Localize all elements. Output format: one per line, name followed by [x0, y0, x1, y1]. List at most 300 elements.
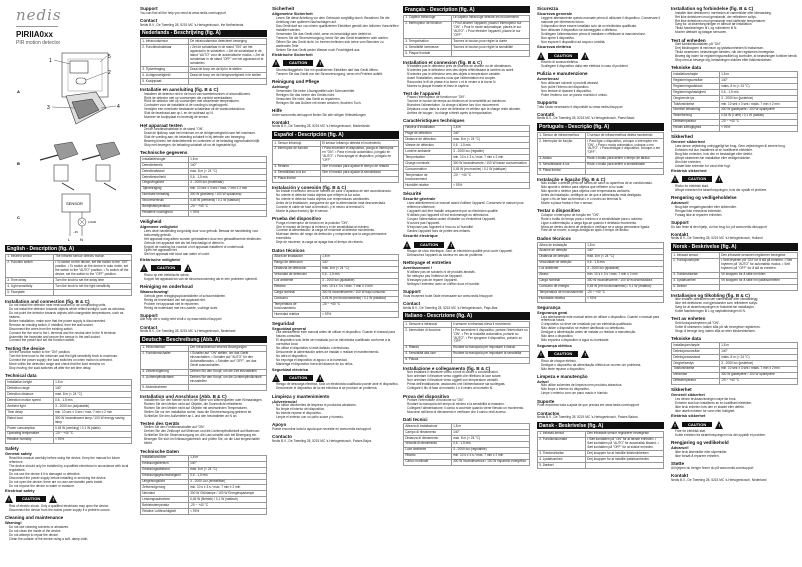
- bullet-list: [272, 222, 399, 246]
- callout-2: 2: [108, 70, 111, 76]
- subsection-heading: Allgemeine Sicherheit: [272, 11, 313, 17]
- list-item: • Open het apparaat niet.: [144, 249, 267, 253]
- bullet-list: [537, 384, 664, 396]
- caution-text: CAUTION: [547, 52, 579, 60]
- bullet-list: [140, 93, 267, 121]
- table-cell-label: Registreringsafstand: [672, 84, 720, 90]
- caution-text: CAUTION: [413, 241, 445, 249]
- table-cell-label: Leistungsaufnahme: [141, 497, 189, 503]
- table-cell-value: [451, 357, 529, 363]
- bullet-list: [272, 69, 399, 77]
- table-row: [141, 351, 267, 369]
- warning-triangle-icon: [537, 52, 545, 60]
- paragraph: You can find all the help you need at www.nedis.com/support: [140, 10, 226, 15]
- list-item: • Placez l'interrupteur de fonction sur "ON".: [407, 96, 530, 100]
- bullet-list: [403, 65, 530, 89]
- section-heading: Sicherheit: [272, 6, 295, 12]
- bullet-list: [5, 457, 132, 489]
- list-item: • Afbryd enheden fra strømforsyningen, hvis der opstår et problem.: [675, 189, 798, 193]
- table-cell-label: Hauteur d'installation: [404, 125, 452, 131]
- section-heading: Support: [140, 312, 158, 318]
- list-item: • Controleer voor de installatie of de voeding is losgekoppeld.: [144, 104, 267, 108]
- caution-label: [140, 264, 267, 272]
- list-item: • Monteer de kozijnplaat en bevestig de sensor.: [144, 116, 267, 120]
- table-cell-value: 300 W incandescente / 100 W bajo consumo: [320, 290, 398, 296]
- warning-triangle-icon: [581, 52, 589, 60]
- section-heading: Contactos: [537, 410, 560, 416]
- list-item: • Rode o botão do tempo para o mínimo e a sensibilidade para o máximo.: [541, 218, 664, 222]
- subsection-heading: Seguridad general: [272, 325, 306, 331]
- list-item: • Lees deze handleiding zorgvuldig door voor gebruik. Bewaar de handleiding voor toekomstig gebruik.: [144, 230, 267, 238]
- section-heading: Sécurité: [403, 191, 422, 197]
- list-item: • Sørg for, at strømforsyningen er afbrudt før installation.: [675, 23, 798, 27]
- list-item: • Não abra o dispositivo.: [541, 335, 664, 339]
- warning-triangle-icon: [671, 175, 679, 183]
- list-item: • Sørg for at strømforsyningen er frakoblet før installasjon.: [675, 306, 798, 310]
- list-item: • Ret ikke detektoren mod genstande med skiftende temperaturer.: [675, 20, 798, 24]
- list-item: • Conecte la alimentación; la carga se enciende al detectar movimiento.: [276, 229, 399, 233]
- table-cell-value: 300 W Glühlampe / 100 W Energiesparlampe: [188, 491, 266, 497]
- list-item: • Udsæt ikke enheden for vand eller fugt.: [675, 165, 798, 169]
- table-cell-label: Charge nominale: [404, 161, 452, 167]
- list-item: • Conecte el cable de fase al terminal L y el neutro al terminal N.: [276, 206, 399, 210]
- table-cell-value: 0,45 W (en funcionamiento) / 0,1 W (estático): [320, 296, 398, 302]
- list-item: • Do not point the detector towards objects with changeable temperatures, such as heaters.: [9, 312, 132, 320]
- list-item: • Læs denne vejledning omhyggeligt før brug. Gem vejledningen til senere brug.: [675, 145, 798, 149]
- table-cell-label: Temporisation: [404, 155, 452, 161]
- warning-triangle-icon: [272, 59, 280, 67]
- list-item: • Brug ikke rengøringsmidler eller slibemidler.: [675, 206, 798, 210]
- caution-label: [671, 421, 798, 429]
- table-cell-value: El sensor infrarrojo detecta el movimiento: [320, 141, 398, 147]
- list-item: • Monter dækslet og fastgør sensoren.: [675, 31, 798, 35]
- list-item: • Setzen Sie das Gerät weder Wasser noch Feuchtigkeit aus.: [276, 49, 399, 53]
- table-cell-value: -20 ~ +40 °C: [53, 431, 131, 437]
- table-row: [273, 146, 399, 164]
- list-item: • Non tentare di riparare il dispositivo.: [541, 90, 664, 94]
- list-item: • Verwijder een eventuele bestaande schakelaar uit de wandcontactdoos.: [144, 108, 267, 112]
- table-cell-value: 3 - 2000 lux (réglable): [451, 149, 529, 155]
- table-cell-value: De infraroodsensor detecteert beweging: [188, 39, 266, 45]
- table-cell-label: Nominale belasting: [141, 192, 189, 198]
- product-figures: [4, 0, 136, 244]
- table-cell-label: Velocità di rilevamento: [404, 441, 452, 447]
- list-item: • The device should only be installed by a qualified electrician in accordance with local regulations.: [9, 465, 132, 473]
- bullet-list: [140, 128, 267, 148]
- subsection-heading: Seguridad eléctrica: [272, 366, 308, 372]
- bullet-list: [537, 182, 664, 206]
- table-cell-label: Relative Luftfeuchtigkeit: [141, 509, 189, 515]
- list-item: • Schließen Sie den Außenleiter an L und den Neutralleiter an N an.: [144, 415, 267, 419]
- table-cell-value: 300 W gloeilamp / 100 W spaarlamp: [188, 192, 266, 198]
- section-heading: Het apparaat testen: [140, 122, 183, 128]
- table-cell-label: Erfassungsabstand: [141, 467, 189, 473]
- paragraph: All hjelpen du trenger finner du på www.nedis.com/support: [671, 465, 754, 470]
- table-cell-value: < 93%: [53, 437, 131, 443]
- list-item: • Ikke utsett enheten for vann eller fuktighet.: [675, 410, 798, 414]
- list-item: • Stromschlaggefahr. Nur ein qualifizierter Elektriker darf das Gerät öffnen.: [276, 69, 399, 73]
- table-cell-value: • Sett bryteren på "ON" for å slå på enheten. • Sett bryteren på "AUTO" for automatisk modus. • Sett bryteren på "OFF" for å slå av enheten.: [719, 258, 797, 272]
- list-item: • Trennen Sie die Stromversorgung, bevor Sie das Gerät installieren oder warten.: [276, 37, 399, 41]
- table-cell-label: Distancia de detección: [273, 266, 321, 272]
- bullet-list: [537, 61, 664, 69]
- list-item: • Não utilize solventes de limpeza nem produtos abrasivos.: [541, 384, 664, 388]
- list-item: • Schließen Sie die Stromversorgung an; die Last schaltet sich bei Bewegung ein.: [144, 434, 267, 438]
- caution-text: CAUTION: [547, 350, 579, 358]
- section-heading: Limpeza e manutenção: [537, 373, 588, 379]
- table-cell-value: [320, 176, 398, 182]
- table-row: [273, 312, 399, 318]
- table-cell-value: 1,8 m: [719, 72, 797, 78]
- bullet-list: [5, 505, 132, 513]
- table-cell-label: 1. Infrarød sensor: [672, 253, 720, 259]
- table-cell-value: Ruotare la manopola per impostare il ritardo: [451, 345, 529, 351]
- section-heading: Instalación y conexión (fig. B & C): [272, 185, 347, 191]
- section-heading: Pulizia e manutenzione: [537, 71, 588, 77]
- table-cell-value: Ruotare la manopola per impostare la sensibilità: [451, 351, 529, 357]
- table-cell-label: 1. Infrarotsensor: [141, 345, 189, 351]
- table-cell-value: [451, 51, 529, 57]
- table-cell-label: 1. Capteur infrarouge: [404, 15, 452, 21]
- table-cell-label: Nennlast: [141, 491, 189, 497]
- bullet-list: [403, 271, 530, 287]
- section-heading: Kontakt: [671, 231, 689, 237]
- section-header-bar: Español - Descripción (fig. A): [272, 131, 399, 138]
- table-cell-value: Drej knappen for at indstille lysfølsomheden: [585, 457, 663, 463]
- load-label: LOAD: [88, 220, 97, 224]
- table-cell-value: 0,6 - 1,5 m/s: [585, 260, 663, 266]
- table-cell-value: 300 W incandescenza / 100 W risparmio energetico: [451, 459, 529, 465]
- table-cell-label: Velocidade de deteção: [538, 260, 586, 266]
- table-cell-label: Relatieve vochtigheid: [141, 210, 189, 216]
- warning-triangle-icon: [49, 495, 57, 503]
- warning-triangle-icon: [316, 374, 324, 382]
- bullet-list: [140, 295, 267, 311]
- table-cell-value: máx. 8 m (< 24 °C): [585, 254, 663, 260]
- paragraph: Nedis B.V., De Tweeling 28, 5215 MC 's-Hertogenbosch, Pays-Bas: [403, 305, 498, 310]
- table-row: [538, 139, 664, 157]
- neutral-terminal-label: N: [80, 237, 83, 242]
- list-item: • Riesgo de descarga eléctrica. Solo un electricista cualificado puede abrir el dispositivo.: [276, 383, 399, 387]
- list-item: • Antes da instalação, certifique-se de que a alimentação está desligada.: [541, 194, 664, 198]
- table-cell-label: 1. Sensor de infravermelhos: [538, 133, 586, 139]
- table-cell-label: 4. Lysfølsomhet: [672, 278, 720, 284]
- caution-text: CAUTION: [282, 59, 314, 67]
- table-cell-value: 3 - 2000 Lux (einstellbar): [188, 479, 266, 485]
- spec-table: [140, 156, 267, 217]
- bullet-list: [403, 96, 530, 116]
- section-heading: Testar o dispositivo: [537, 208, 581, 214]
- figure-a-back-view: [47, 92, 120, 124]
- paragraph: Puede encontrar toda la ayuda que necesite en www.nedis.es/support: [272, 426, 371, 431]
- caution-label: [5, 495, 132, 503]
- list-item: • Koble faseledningen til L og nøytralledningen til N.: [675, 310, 798, 314]
- section-heading: Støtte: [671, 461, 685, 467]
- list-item: • Installer ikke detektoren i nærheden af varmekilder eller klimaanlæg.: [675, 12, 798, 16]
- spec-table: [403, 125, 530, 189]
- bullet-list: [671, 451, 798, 459]
- spec-table: [537, 132, 664, 175]
- table-cell-value: min. 10 sec ± 3 sec / max. 7 min ± 2 min: [53, 410, 131, 416]
- paragraph: Pode encontrar toda a ajuda de que precisa em www.nedis.com/support: [537, 403, 639, 408]
- section-heading: Tekniske data: [671, 65, 702, 71]
- list-item: • Stop moving; the load switches off after the set time delay.: [9, 367, 132, 371]
- section-header-bar: Français - Description (fig. A): [403, 6, 530, 13]
- paragraph: Nedis B.V., De Tweeling 28, 5215 MC 's-Hertogenbosch, Nederland: [140, 329, 236, 334]
- caution-text: CAUTION: [681, 421, 713, 429]
- table-cell-value: Rode o botão para definir a sensibilidade: [585, 162, 663, 168]
- list-item: • Lisez attentivement ce manuel avant d'utiliser l'appareil. Conservez le manuel pour référence ultérieure.: [407, 202, 530, 210]
- table-cell-label: Detection range: [6, 386, 54, 392]
- list-item: • Não limpe o interior do dispositivo.: [541, 388, 664, 392]
- table-cell-value: < 93%: [320, 312, 398, 318]
- list-item: • N'installez pas le détecteur près de sources de chaleur ou de climatiseurs.: [407, 65, 530, 69]
- table-cell-value: • Pour allumer l'appareil, placez l'interrupteur sur "ON". • Pour le mode automatique, placez-le sur "AUTO". • Pour éteindre l'appareil, placez-le sur "OFF".: [451, 21, 529, 39]
- table-cell-value: 1,8 m: [585, 243, 663, 249]
- figure-label-c: C: [17, 215, 20, 220]
- paragraph: Unter www.nedis.de/support finden Sie alle nötigen Hilfestellungen: [272, 112, 366, 117]
- table-cell-label: 4. Lysfølsomhed: [538, 457, 586, 463]
- list-item: • Richten Sie den Melder nicht auf Objekte mit wechselnden Temperaturen.: [144, 407, 267, 411]
- table-cell-label: 5. Faceplate: [6, 290, 54, 296]
- list-item: • Scollegare l'alimentazione prima di installare o effettuare la manutenzione.: [541, 33, 664, 37]
- spec-table: [272, 254, 399, 318]
- paragraph: Nedis B.V., De Tweeling 28, 5215 MC 's-Hertogenbosch, the Netherlands: [140, 22, 244, 27]
- table-row: [6, 290, 132, 296]
- table-cell-value: -20 ~ +40 °C: [719, 119, 797, 125]
- subsection-heading: Waarschuwing!: [140, 289, 169, 295]
- list-item: • Installeer de detector niet in de buurt van warmtebronnen of airconditioners.: [144, 93, 267, 97]
- table-cell-label: 5. Placca: [404, 357, 452, 363]
- table-row: [672, 378, 798, 384]
- table-row: [273, 302, 399, 312]
- section-heading: Contact: [140, 324, 158, 330]
- caution-label: [272, 374, 399, 382]
- list-item: • Stellen Sie vor der Installation sicher, dass die Stromversorgung getrennt ist.: [144, 411, 267, 415]
- table-cell-value: 0,6 - 1,5 m/s: [188, 473, 266, 479]
- section-heading: Tekniske data: [671, 335, 702, 341]
- list-item: • Não instale o detetor perto de fontes de calor ou aparelhos de ar condicionado.: [541, 182, 664, 186]
- list-item: • Desligue o dispositivo da alimentação elétrica se ocorrer um problema.: [541, 364, 664, 368]
- table-cell-label: Velocidad de detección: [273, 272, 321, 278]
- callout-1: 1: [49, 58, 52, 64]
- list-item: • No oriente el detector hacia objetos que reflejen la luz solar.: [276, 194, 399, 198]
- list-item: • No intente reparar el dispositivo.: [276, 412, 399, 416]
- table-cell-value: Der Infrarotsensor erkennt Bewegungen: [188, 345, 266, 351]
- table-cell-label: Ritardo: [404, 453, 452, 459]
- table-cell-value: 3 - 2000 lux (justerbar): [719, 96, 797, 102]
- table-cell-value: min. 10 s ± 3 s / max. 7 min ± 2 min: [451, 453, 529, 459]
- list-item: • Lesen Sie diese Anleitung vor dem Gebrauch sorgfältig durch. Bewahren Sie die Anleitung zum späteren Nachschlagen auf.: [276, 17, 399, 25]
- bullet-list: [140, 274, 267, 282]
- table-row: [141, 45, 267, 67]
- table-cell-value: 1,8 m: [451, 125, 529, 131]
- table-cell-value: min. 10 s ± 3 s / max. 7 min ± 2 min: [188, 485, 266, 491]
- list-item: • No abra el dispositivo.: [276, 355, 399, 359]
- table-cell-label: Deteksjonsområde: [672, 349, 720, 355]
- table-cell-value: • Sæt kontakten på "ON" for at tænde enheden. • Sæt kontakten på "AUTO" for automatisk tilstand. • Sæt kontakten på "OFF" for at slukke enheden.: [585, 437, 663, 451]
- table-cell-value: 0,45 W (werkend) / 0,1 W (statisch): [188, 198, 266, 204]
- list-item: • Clean the outside of the device using a soft, damp cloth.: [9, 538, 132, 542]
- table-cell-value: 0.45 W (working) / 0.1 W (static): [53, 426, 131, 432]
- list-item: • Ruotare la manopola del tempo al minimo e la sensibilità al massimo.: [407, 403, 530, 407]
- bullet-list: [671, 298, 798, 314]
- spec-table: [5, 379, 132, 443]
- table-cell-label: Altura de instalación: [273, 254, 321, 260]
- list-item: • Les denne bruksanvisningen nøye før bruk.: [675, 398, 798, 402]
- table-row: [141, 385, 267, 391]
- list-item: • Disconnect the device from the mains power supply if a problem occurs.: [9, 509, 132, 513]
- table-cell-value: O sensor de infravermelhos deteta movimento: [585, 133, 663, 139]
- list-item: • Koble til strømmen; lasten slås på når bevegelse registreres.: [675, 326, 798, 330]
- list-item: • Branchez l'alimentation ; la charge s'allume lors d'un mouvement.: [407, 104, 530, 108]
- list-item: • Zet de functieschakelaar in de stand "ON".: [144, 128, 267, 132]
- bullet-list: [671, 322, 798, 334]
- list-item: • Ikke rett detektoren mot gjenstander som reflekterer sollys.: [675, 302, 798, 306]
- list-item: • Richt de detector niet op voorwerpen met wisselende temperaturen.: [144, 100, 267, 104]
- model-number: PIRIIA0xx: [16, 30, 53, 39]
- list-item: • Do not attempt to repair the device.: [9, 534, 132, 538]
- bullet-list: [403, 371, 530, 391]
- table-row: [672, 284, 798, 290]
- list-item: • Tilslut faseledningen til L og nullederen til N.: [675, 27, 798, 31]
- section-heading: Rengøring og vedligeholdelse: [671, 195, 737, 201]
- table-cell-value: • Schalter auf "ON" stellen, um das Gerät einzuschalten. • Schalter auf "AUTO" für den Automatikmodus. • Schalter auf "OFF", um das Gerät auszuschalten.: [188, 351, 266, 369]
- section-heading: Installasjon og tilkobling (fig. B & C): [671, 293, 750, 299]
- table-cell-value: • Per accendere il dispositivo, portare l'interruttore su "ON". • Per la modalità automatica, portarlo su "AUTO". • Per spegnere il dispositivo, portarlo su "OFF".: [453, 327, 528, 344]
- subsection-heading: Segurança geral: [537, 309, 568, 315]
- table-cell-value: 0,6 - 1,5 m/s: [188, 175, 266, 181]
- table-cell-value: -20 ~ +40 °C: [585, 290, 663, 296]
- table-cell-label: Consommation: [404, 167, 452, 173]
- table-cell-label: Campo di rilevamento: [404, 430, 452, 436]
- table-cell-value: [188, 385, 266, 391]
- list-item: • No oriente el detector hacia objetos con temperaturas cambiantes.: [276, 198, 399, 202]
- list-item: • No exponga el dispositivo al agua o a la humedad.: [276, 359, 399, 363]
- table-cell-value: -20 ~ +40 °C: [320, 302, 398, 312]
- spec-table: [671, 71, 798, 132]
- table-cell-label: 3. Temporisation: [404, 39, 452, 45]
- paragraph: Alle hulp die u nodig hebt vindt u op www.nedis.nl/support: [140, 317, 222, 322]
- list-item: • Débranchez l'appareil du secteur en cas de problème.: [407, 254, 530, 258]
- section-heading: Technische Daten: [140, 448, 179, 454]
- list-item: • Forsøg ikke at reparere enheden.: [675, 214, 798, 218]
- list-item: • Prima dell'installazione, assicurarsi che l'alimentazione sia scollegata.: [407, 383, 530, 387]
- table-cell-value: 140°: [188, 461, 266, 467]
- bullet-list: [671, 206, 798, 218]
- table-cell-label: 2. Function switch: [6, 260, 54, 278]
- table-cell-label: Distance de détection: [404, 137, 452, 143]
- list-item: • Brug ikke enheden, hvis den er beskadiget eller defekt.: [675, 153, 798, 157]
- section-header-bar: English - Description (fig. A): [5, 245, 132, 252]
- table-cell-label: 5. Deksel: [672, 284, 720, 290]
- list-item: • Probeer het apparaat niet te repareren.: [144, 303, 267, 307]
- table-cell-label: 3. Tidsforsinkelse: [672, 272, 720, 278]
- bullet-list: [5, 304, 132, 324]
- table-cell-label: Tijdvertraging: [141, 186, 189, 192]
- table-cell-value: 140°: [719, 349, 797, 355]
- caution-label: [403, 241, 530, 249]
- list-item: • Drehen Sie den Zeitknopf auf Minimum und die Lichtempfindlichkeit auf Maximum.: [144, 430, 267, 434]
- list-item: • Ikke bruk enheten hvis den er skadet eller defekt.: [675, 406, 798, 410]
- section-header-bar: Italiano - Descrizione (fig. A): [403, 312, 530, 319]
- spec-table: [140, 455, 267, 516]
- caution-label: [537, 350, 664, 358]
- subsection-heading: Elektrische Sicherheit: [272, 52, 313, 58]
- list-item: • Collegare l'alimentazione; il carico si accende quando viene rilevato un movimento.: [407, 407, 530, 411]
- list-item: • Installieren Sie den Melder nicht in der Nähe von Wärmequellen oder Klimaanlagen.: [144, 399, 267, 403]
- list-item: • Do not use the device if it is damaged or defective.: [9, 473, 132, 477]
- list-item: • Arrêtez de bouger ; la charge s'éteint après la temporisation.: [407, 112, 530, 116]
- bullet-list: [140, 230, 267, 258]
- table-cell-value: -20 ~ +40 °C: [451, 173, 529, 183]
- table-cell-value: Tournez le bouton pour régler la sensibilité: [451, 45, 529, 51]
- table-row: [141, 375, 267, 385]
- table-cell-label: 3. Tidsforsinkelse: [538, 451, 586, 457]
- list-item: • Não exponha o dispositivo à água ou humidade.: [541, 339, 664, 343]
- subsection-heading: Avertissement !: [403, 265, 433, 271]
- list-item: • Monte la placa frontal y fije el sensor.: [276, 210, 399, 214]
- bullet-list: [140, 426, 267, 446]
- table-cell-label: 2. Interruptor de função: [538, 139, 586, 157]
- table-cell-label: Luz ambiente: [273, 278, 321, 284]
- list-item: • N'utilisez pas de solvants ni de produits abrasifs.: [407, 271, 530, 275]
- section-heading: Test av enheten: [671, 316, 706, 322]
- table-row: [404, 21, 530, 39]
- bullet-list: [671, 185, 798, 193]
- table-cell-value: < 93%: [188, 509, 266, 515]
- table-cell-value: 3 - 2000 lux (justerbar): [719, 361, 797, 367]
- paragraph: Nedis B.V., De Tweeling 28, 5215 MC 's-Hertogenbosch, Países Baixos: [537, 415, 638, 420]
- table-cell-label: Temperatura de funcionamiento: [273, 302, 321, 312]
- section-heading: Contact: [140, 18, 158, 24]
- table-cell-label: 4. Lichtgevoeligheid: [141, 73, 189, 79]
- table-cell-label: Registreringshastighed: [672, 90, 720, 96]
- table-cell-label: Detectieafstand: [141, 169, 189, 175]
- bullet-list: [537, 82, 664, 98]
- bullet-list: [5, 324, 132, 344]
- table-cell-value: 140°: [451, 430, 529, 436]
- list-item: • L'appareil doit être installé uniquement par un électricien qualifié.: [407, 210, 530, 214]
- list-item: • Before installation, make sure that the power supply is disconnected.: [9, 320, 132, 324]
- list-item: • Não aponte o detetor para objetos com temperaturas variáveis.: [541, 190, 664, 194]
- section-heading: Test af enheden: [671, 37, 706, 43]
- table-cell-value: 0,6 - 1,5 m/s: [451, 143, 529, 149]
- bullet-list: [272, 331, 399, 367]
- sensor-label: SENSOR: [66, 201, 83, 206]
- table-cell-label: Stroomverbruik: [141, 198, 189, 204]
- table-cell-value: 0,6 - 1,5 m/s: [320, 272, 398, 278]
- section-heading: Reinigung und Pflege: [272, 79, 320, 85]
- table-cell-label: Temperatura de funcionamento: [538, 290, 586, 296]
- table-cell-label: Tidsforsinkelse: [672, 102, 720, 108]
- table-cell-label: Installationshøjde: [672, 72, 720, 78]
- list-item: • Não aponte o detetor para objetos que refletem a luz solar.: [541, 186, 664, 190]
- table-cell-label: Driftstemperatur: [672, 119, 720, 125]
- spec-table: [671, 342, 798, 385]
- list-item: • Il dispositivo deve essere installato solo da un elettricista qualificato.: [541, 25, 664, 29]
- table-cell-value: The infrared sensor detects motion: [53, 254, 131, 260]
- table-row: [404, 328, 530, 346]
- table-cell-label: Altura de instalação: [538, 243, 586, 249]
- table-cell-label: Erfassungsgeschwindigkeit: [141, 473, 189, 479]
- table-cell-value: 0,45 W (i drift) / 0,1 W (statisk): [719, 113, 797, 119]
- table-cell-label: 4. Light sensitivity: [6, 284, 54, 290]
- table-cell-value: 0,6 - 1,5 m/s: [719, 90, 797, 96]
- table-cell-label: Relative humidity: [6, 437, 54, 443]
- subsection-heading: Sécurité électrique: [403, 233, 438, 239]
- table-row: [672, 258, 798, 272]
